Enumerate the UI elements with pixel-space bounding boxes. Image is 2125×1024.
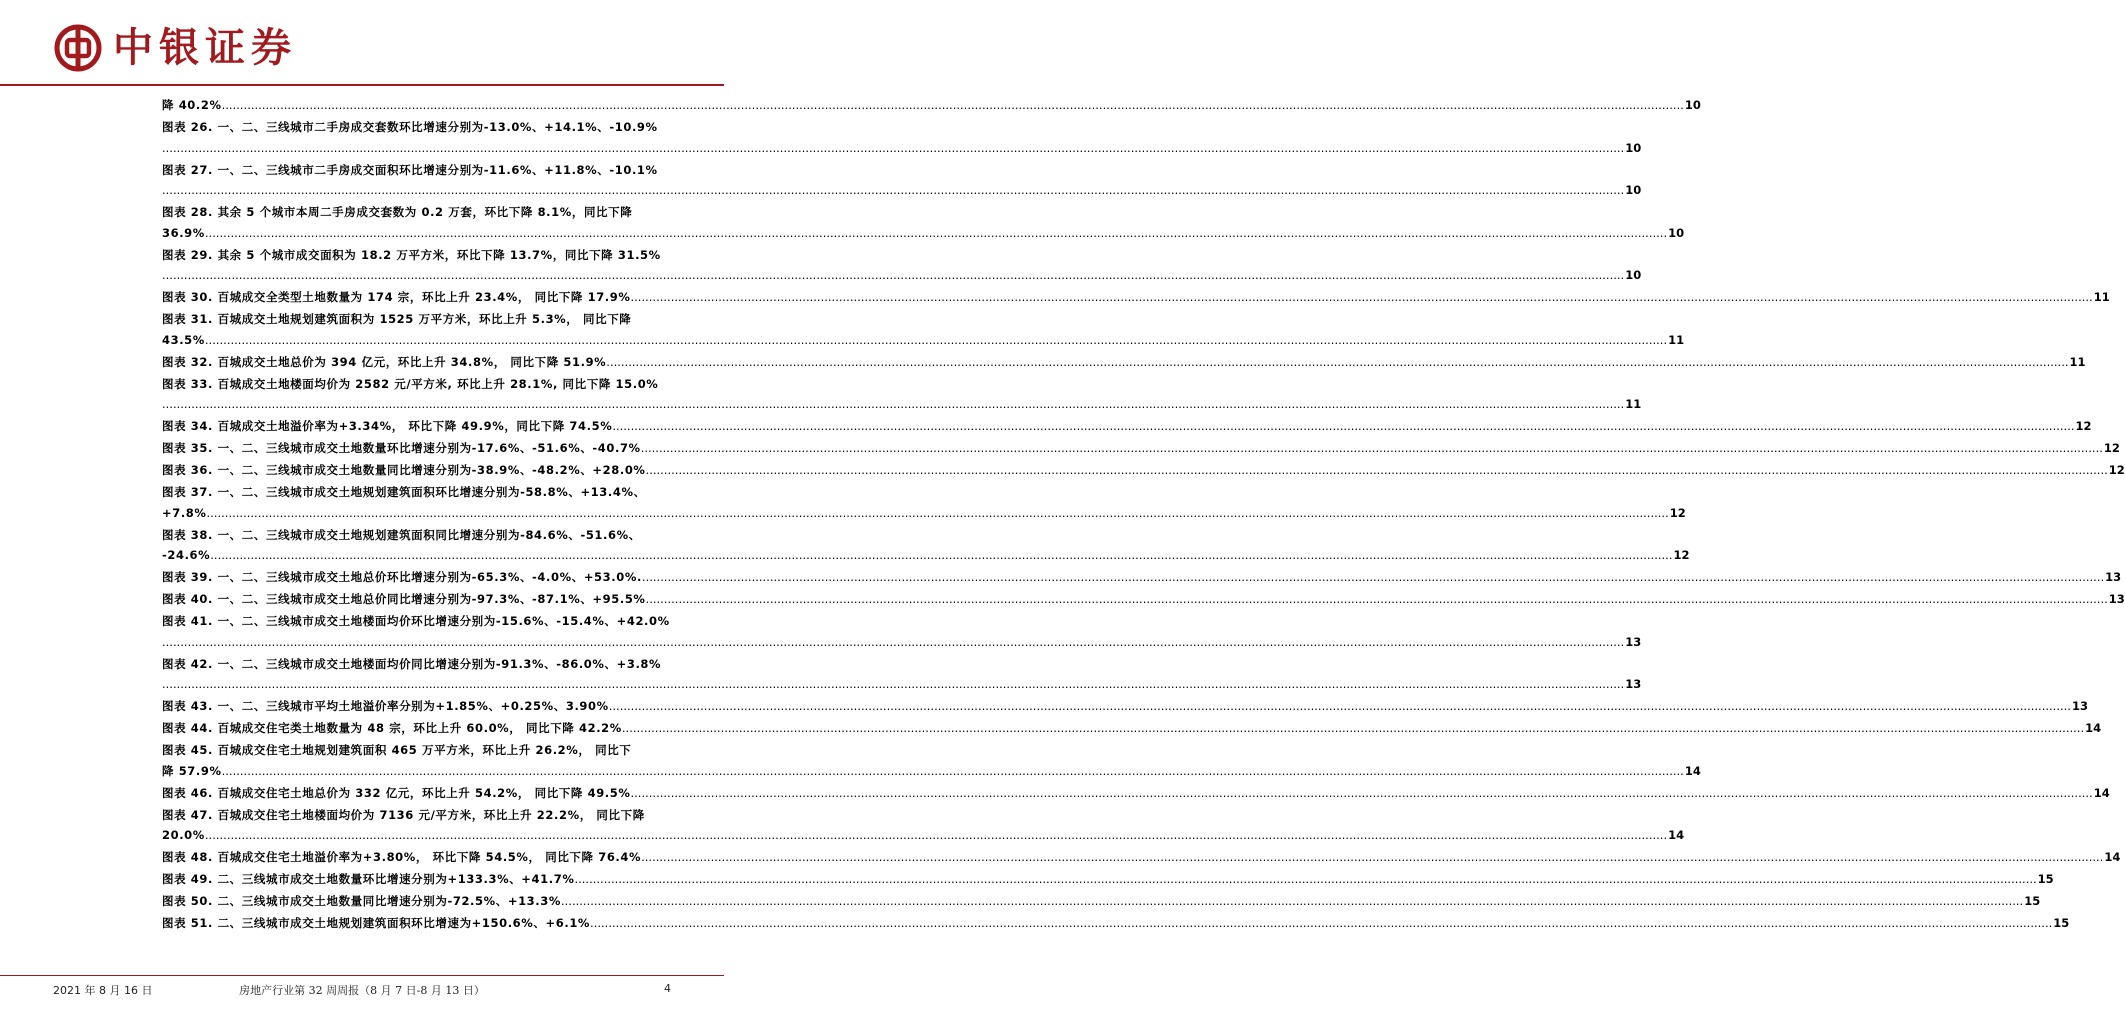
toc-dot-leader: ................................................................................................................................................................................................................................................................................................................................................................................................................ [162,397,1625,411]
toc-entry-line [162,287,2110,308]
toc-entry[interactable] [162,567,2122,588]
toc-page-number: 12 [2075,419,2092,433]
toc-entry-text: 图表 38. 一、二、三线城市成交土地规划建筑面积同比增速分别为-84.6%、-51.6%、 [162,527,641,542]
toc-entry[interactable] [162,245,1642,286]
bank-of-china-logo-icon [53,23,103,73]
toc-entry-text: 图表 28. 其余 5 个城市本周二手房成交套数为 0.2 万套，环比下降 8.1%，同比下降 [162,205,633,219]
toc-entry-line [162,761,1701,782]
toc-entry-text: 图表 42. 一、二、三线城市成交土地楼面均价同比增速分别为-91.3%、-86.0%、+3.8% [162,656,662,671]
toc-dot-leader: ................................................................................................................................................................................................................................................................................................................................................................................................................ [221,98,1684,112]
toc-page-number: 12 [1669,505,1686,520]
toc-entry-line [162,374,680,395]
toc-entry-line [162,180,1642,201]
toc-page-number: 13 [2108,592,2125,606]
toc-entry[interactable] [162,891,2041,912]
toc-entry[interactable] [162,525,1690,566]
toc-entry-line [162,394,1642,415]
footer-report-title: 房地产行业第 32 周周报（8 月 7 日-8 月 13 日） [239,984,485,997]
toc-entry-line [162,245,680,266]
toc-page-number: 12 [2103,441,2120,455]
toc-entry-line [162,138,1642,159]
toc-entry-text: 图表 41. 一、二、三线城市成交土地楼面均价环比增速分别为-15.6%、-15.4%、+42.0% [162,614,670,628]
toc-page-number: 10 [1668,225,1685,240]
toc-dot-leader: ................................................................................................................................................................................................................................................................................................................................................................................................................ [210,548,1673,562]
toc-dot-leader: ................................................................................................................................................................................................................................................................................................................................................................................................................ [641,850,2104,864]
toc-entry-text: 图表 32. 百城成交土地总价为 394 亿元，环比上升 34.8%， 同比下降 51.9% [162,354,607,369]
toc-page-number: 14 [2093,785,2110,800]
toc-page-number: 12 [2108,463,2125,477]
toc-entry[interactable] [162,913,2070,934]
toc-page-number: 14 [2104,850,2121,864]
toc-entry[interactable] [162,117,1642,158]
toc-entry-line [162,891,2041,912]
brand-name: 中银证券 [113,24,297,71]
toc-page-number: 13 [2105,570,2122,584]
toc-entry-line [162,740,680,761]
toc-entry-line [162,783,2110,804]
toc-entry[interactable] [162,847,2121,868]
toc-page-number: 13 [1625,634,1642,649]
toc-entry-line [162,567,2122,588]
toc-page-number: 11 [2069,354,2086,369]
toc-entry[interactable] [162,95,1701,116]
toc-dot-leader: ................................................................................................................................................................................................................................................................................................................................................................................................................ [162,677,1625,691]
toc-entry-text: 图表 47. 百城成交住宅土地楼面均价为 7136 元/平方米，环比上升 22.2%， 同比下降 [162,807,645,822]
toc-page-number: 10 [1625,140,1642,155]
toc-entry-line [162,309,680,330]
toc-dot-leader: ................................................................................................................................................................................................................................................................................................................................................................................................................ [645,592,2108,606]
toc-entry-text: 图表 46. 百城成交住宅土地总价为 332 亿元，环比上升 54.2%， 同比下降 49.5% [162,785,631,800]
toc-page-number: 13 [2071,699,2088,713]
toc-entry[interactable] [162,160,1642,201]
toc-entry[interactable] [162,869,2054,890]
toc-entry-line [162,611,680,632]
toc-entry-line [162,545,1690,566]
toc-entry-line [162,825,1685,846]
toc-entry-text: +7.8% [162,505,207,520]
toc-entry[interactable] [162,438,2120,459]
toc-entry-line [162,95,1701,116]
toc-entry-line [162,805,680,826]
toc-entry-line [162,847,2121,868]
toc-entry-line [162,674,1642,695]
toc-entry[interactable] [162,589,2125,610]
toc-entry[interactable] [162,740,1701,781]
toc-entry-line [162,482,680,503]
toc-entry-text: 图表 30. 百城成交全类型土地数量为 174 宗，环比上升 23.4%， 同比下降 17.9% [162,290,631,304]
toc-entry-line [162,352,2086,373]
toc-entry-line [162,265,1642,286]
toc-entry-line [162,869,2054,890]
toc-entry-line [162,525,680,546]
toc-entry[interactable] [162,309,1685,350]
toc-entry-text: 图表 31. 百城成交土地规划建筑面积为 1525 万平方米，环比上升 5.3%， 同比下降 [162,312,632,326]
toc-entry-text: 图表 48. 百城成交住宅土地溢价率为+3.80%， 环比下降 54.5%， 同比下降 76.4% [162,850,642,864]
header-rule [0,84,724,86]
footer-date: 2021 年 8 月 16 日 [53,984,153,997]
toc-entry[interactable] [162,352,2086,373]
toc-dot-leader: ................................................................................................................................................................................................................................................................................................................................................................................................................ [162,268,1625,282]
toc-entry-text: 图表 44. 百城成交住宅类土地数量为 48 宗，环比上升 60.0%， 同比下降 42.2% [162,721,622,735]
toc-entry-text: 图表 34. 百城成交土地溢价率为+3.34%， 环比下降 49.9%，同比下降 74.5% [162,419,613,433]
toc-entry-line [162,589,2125,610]
toc-entry-text: 图表 29. 其余 5 个城市成交面积为 18.2 万平方米，环比下降 13.7%，同比下降 31.5% [162,247,661,262]
toc-dot-leader: ................................................................................................................................................................................................................................................................................................................................................................................................................ [162,183,1625,197]
toc-dot-leader: ................................................................................................................................................................................................................................................................................................................................................................................................................ [612,419,2075,433]
toc-entry[interactable] [162,611,1642,652]
footer-page-number: 4 [664,982,671,995]
toc-entry[interactable] [162,202,1685,243]
toc-dot-leader: ................................................................................................................................................................................................................................................................................................................................................................................................................ [560,894,2024,908]
toc-entry-text: 图表 26. 一、二、三线城市二手房成交套数环比增速分别为-13.0%、+14.1%、-10.9% [162,120,658,134]
toc-entry[interactable] [162,460,2125,481]
toc-page-number: 10 [1684,98,1701,112]
toc-page-number: 12 [1673,548,1690,562]
toc-page-number: 10 [1625,183,1642,197]
toc-entry-line [162,654,680,675]
toc-entry[interactable] [162,482,1686,523]
toc-entry-text: 图表 33. 百城成交土地楼面均价为 2582 元/平方米, 环比上升 28.1%, 同比下降 15.0% [162,376,659,391]
toc-dot-leader: ................................................................................................................................................................................................................................................................................................................................................................................................................ [162,140,1625,155]
toc-page-number: 14 [1684,763,1701,778]
toc-page-number: 11 [1668,332,1685,347]
toc-entry-text: 36.9% [162,225,205,240]
toc-entry-text: 图表 49. 二、三线城市成交土地数量环比增速分别为+133.3%、+41.7% [162,872,575,886]
toc-entry[interactable] [162,718,2102,739]
toc-page-number: 10 [1625,268,1642,282]
toc-page-number: 15 [2037,872,2054,886]
toc-entry-line [162,223,1685,244]
toc-entry-line [162,913,2070,934]
toc-dot-leader: ................................................................................................................................................................................................................................................................................................................................................................................................................ [641,570,2105,584]
toc-entry-text: 图表 40. 一、二、三线城市成交土地总价同比增速分别为-97.3%、-87.1%、+95.5% [162,592,646,606]
toc-dot-leader: ................................................................................................................................................................................................................................................................................................................................................................................................................ [640,441,2103,455]
toc-entry-line [162,718,2102,739]
toc-entry-text: 图表 35. 一、二、三线城市成交土地数量环比增速分别为-17.6%、-51.6%、-40.7% [162,441,641,455]
toc-entry-text: 图表 27. 一、二、三线城市二手房成交面积环比增速分别为-11.6%、+11.8%、-10.1% [162,162,658,177]
toc-dot-leader: ................................................................................................................................................................................................................................................................................................................................................................................................................ [621,721,2085,735]
toc-entry-text: 降 57.9% [162,763,222,778]
toc-page-number: 11 [1625,397,1642,411]
toc-entry[interactable] [162,416,2092,437]
toc-dot-leader: ................................................................................................................................................................................................................................................................................................................................................................................................................ [204,332,1668,347]
toc-entry-text: 降 40.2% [162,98,222,112]
toc-dot-leader: ................................................................................................................................................................................................................................................................................................................................................................................................................ [221,763,1684,778]
toc-entry-text: 图表 36. 一、二、三线城市成交土地数量同比增速分别为-38.9%、-48.2%、+28.0% [162,463,646,477]
toc-dot-leader: ................................................................................................................................................................................................................................................................................................................................................................................................................ [608,699,2071,713]
toc-entry-line [162,503,1686,524]
toc-dot-leader: ................................................................................................................................................................................................................................................................................................................................................................................................................ [630,290,2093,304]
toc-page-number: 14 [1668,828,1685,842]
toc-dot-leader: ................................................................................................................................................................................................................................................................................................................................................................................................................ [162,634,1625,649]
footer-rule [0,975,724,976]
toc-entry-text: 图表 43. 一、二、三线城市平均土地溢价率分别为+1.85%、+0.25%、3.90% [162,699,609,713]
page-header [53,18,297,78]
toc-entry-line [162,632,1642,653]
toc-entry-text: 图表 37. 一、二、三线城市成交土地规划建筑面积环比增速分别为-58.8%、+13.4%、 [162,485,646,499]
toc-entry-text: 图表 39. 一、二、三线城市成交土地总价环比增速分别为-65.3%、-4.0%、+53.0%. [162,570,642,584]
toc-dot-leader: ................................................................................................................................................................................................................................................................................................................................................................................................................ [204,828,1668,842]
toc-dot-leader: ................................................................................................................................................................................................................................................................................................................................................................................................................ [590,916,2053,930]
toc-dot-leader: ................................................................................................................................................................................................................................................................................................................................................................................................................ [204,225,1668,240]
toc-entry-line [162,160,680,181]
table-of-figures [162,95,2125,934]
toc-dot-leader: ................................................................................................................................................................................................................................................................................................................................................................................................................ [574,872,2037,886]
toc-entry-text: -24.6% [162,548,211,562]
toc-page-number: 15 [2053,916,2070,930]
toc-entry-text: 43.5% [162,332,205,347]
toc-dot-leader: ................................................................................................................................................................................................................................................................................................................................................................................................................ [606,354,2069,369]
toc-entry-line [162,460,2125,481]
toc-entry[interactable] [162,805,1685,846]
toc-dot-leader: ................................................................................................................................................................................................................................................................................................................................................................................................................ [645,463,2108,477]
toc-entry[interactable] [162,783,2110,804]
toc-entry-text: 图表 51. 二、三线城市成交土地规划建筑面积环比增速为+150.6%、+6.1% [162,916,591,930]
toc-entry-line [162,416,2092,437]
toc-entry-line [162,438,2120,459]
toc-dot-leader: ................................................................................................................................................................................................................................................................................................................................................................................................................ [206,505,1669,520]
toc-entry-line [162,117,680,138]
toc-entry[interactable] [162,374,1642,415]
toc-entry-text: 图表 45. 百城成交住宅土地规划建筑面积 465 万平方米，环比上升 26.2%， 同比下 [162,743,632,757]
toc-entry-line [162,202,680,223]
toc-entry-text: 图表 50. 二、三线城市成交土地数量同比增速分别为-72.5%、+13.3% [162,894,561,908]
toc-entry-line [162,696,2088,717]
toc-page-number: 11 [2093,290,2110,304]
toc-entry-line [162,330,1685,351]
toc-dot-leader: ................................................................................................................................................................................................................................................................................................................................................................................................................ [630,785,2093,800]
toc-entry-text: 20.0% [162,828,205,842]
toc-entry[interactable] [162,654,1642,695]
toc-page-number: 13 [1625,677,1642,691]
toc-entry[interactable] [162,287,2110,308]
toc-page-number: 15 [2024,894,2041,908]
toc-page-number: 14 [2085,721,2102,735]
toc-entry[interactable] [162,696,2088,717]
